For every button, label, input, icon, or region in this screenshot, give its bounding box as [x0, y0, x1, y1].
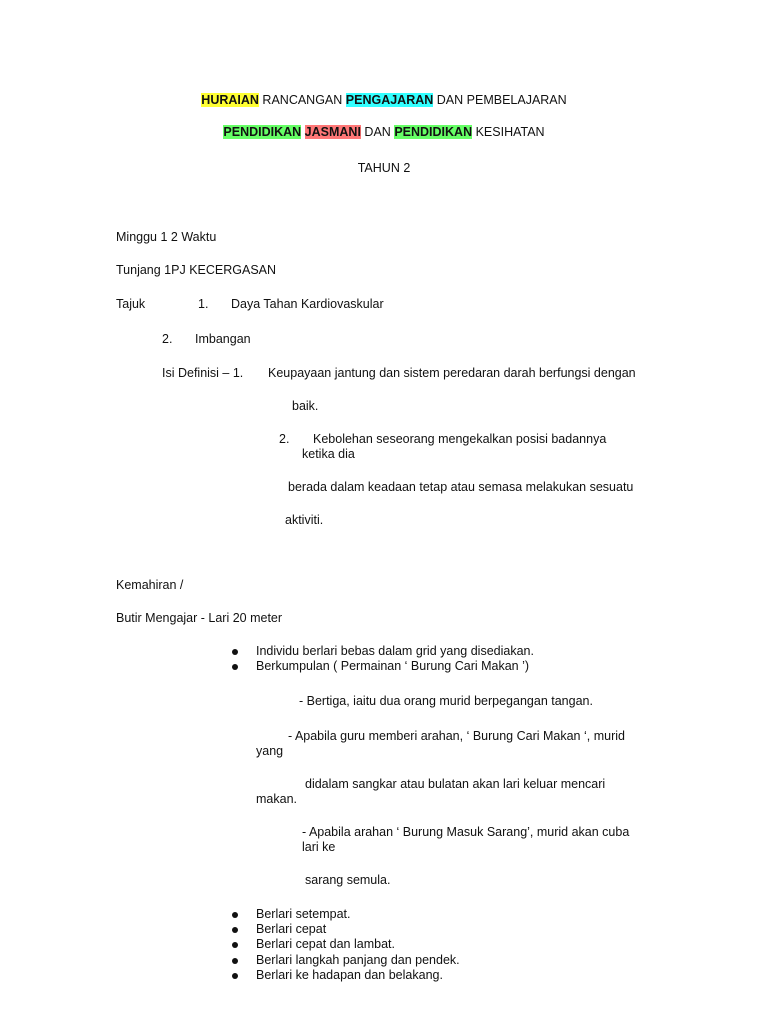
list-item: Berlari langkah panjang dan pendek.: [256, 953, 460, 967]
bullet-icon: [232, 942, 238, 948]
isi-label: Isi Definisi – 1.: [162, 366, 244, 380]
highlight-jasmani: JASMANI: [304, 125, 361, 139]
kemahiran-label: Kemahiran /: [116, 578, 184, 592]
title-line-2: [0, 125, 768, 140]
definition-2-cont: ketika dia: [302, 447, 355, 461]
tajuk-num-2: 2.: [162, 332, 173, 346]
bullet-icon: [232, 927, 238, 933]
bullet-icon: [232, 649, 238, 655]
game-step-4-cont: lari ke: [302, 840, 336, 854]
title-word: RANCANGAN: [262, 93, 343, 107]
highlight-huraian: HURAIAN: [201, 93, 259, 107]
definition-2-num: 2.: [279, 432, 290, 446]
title-line-1: [0, 93, 768, 108]
bullet-icon: [232, 958, 238, 964]
tajuk-num-1: 1.: [198, 297, 209, 311]
game-step-3: didalam sangkar atau bulatan akan lari keluar mencari: [305, 777, 606, 791]
tajuk-label: Tajuk: [116, 297, 146, 311]
title-line-3: TAHUN 2: [357, 161, 411, 175]
title-word: DAN PEMBELAJARAN: [436, 93, 567, 107]
bullet-icon: [232, 664, 238, 670]
game-step-4: - Apabila arahan ‘ Burung Masuk Sarang’, murid akan cuba: [302, 825, 630, 839]
title-word: KESIHATAN: [475, 125, 545, 139]
definition-2-cont-3: aktiviti.: [285, 513, 324, 527]
definition-2: Kebolehan seseorang mengekalkan posisi badannya: [313, 432, 607, 446]
definition-1-cont: baik.: [292, 399, 319, 413]
list-item: Berlari cepat dan lambat.: [256, 937, 395, 951]
bullet-icon: [232, 912, 238, 918]
tajuk-item-1: Daya Tahan Kardiovaskular: [231, 297, 384, 311]
minggu-line: Minggu 1 2 Waktu: [116, 230, 217, 244]
game-step-3-cont: makan.: [256, 792, 297, 806]
game-step-2: - Apabila guru memberi arahan, ‘ Burung Cari Makan ‘, murid: [288, 729, 625, 743]
highlight-pengajaran: PENGAJARAN: [345, 93, 434, 107]
bullet-icon: [232, 973, 238, 979]
title-word: DAN: [364, 125, 391, 139]
game-step-2-cont: yang: [256, 744, 284, 758]
list-item: Individu berlari bebas dalam grid yang disediakan.: [256, 644, 534, 658]
list-item: Berlari ke hadapan dan belakang.: [256, 968, 443, 982]
tajuk-item-2: Imbangan: [195, 332, 251, 346]
list-item: Berkumpulan ( Permainan ‘ Burung Cari Makan ’): [256, 659, 530, 673]
game-step-1: - Bertiga, iaitu dua orang murid berpegangan tangan.: [299, 694, 593, 708]
butir-mengajar-label: Butir Mengajar - Lari 20 meter: [116, 611, 283, 625]
highlight-pendidikan: PENDIDIKAN: [223, 125, 302, 139]
list-item: Berlari cepat: [256, 922, 327, 936]
definition-2-cont-2: berada dalam keadaan tetap atau semasa melakukan sesuatu: [288, 480, 634, 494]
list-item: Berlari setempat.: [256, 907, 351, 921]
definition-1: Keupayaan jantung dan sistem peredaran darah berfungsi dengan: [268, 366, 636, 380]
game-step-5: sarang semula.: [305, 873, 391, 887]
tunjang-line: Tunjang 1PJ KECERGASAN: [116, 263, 277, 277]
highlight-pendidikan-2: PENDIDIKAN: [394, 125, 473, 139]
